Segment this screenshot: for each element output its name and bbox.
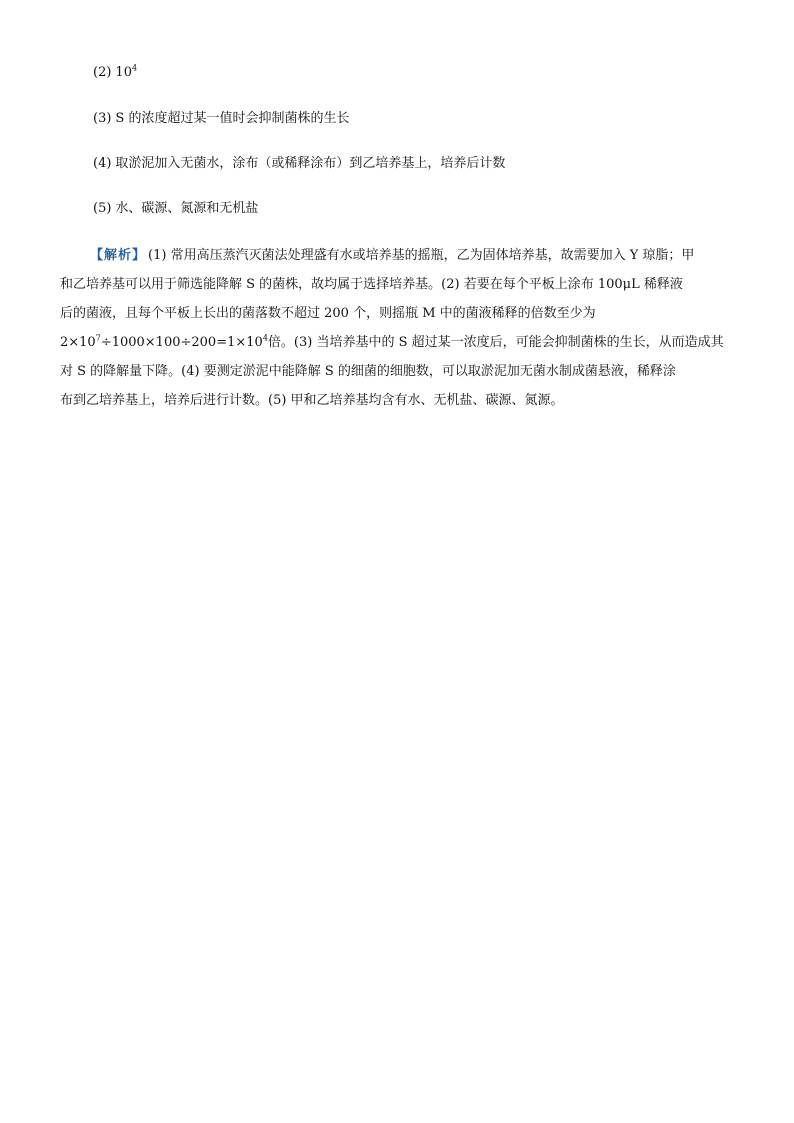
formula-part: 2×10 — [60, 335, 96, 350]
answer-text: 取淤泥加入无菌水，涂布（或稀释涂布）到乙培养基上，培养后计数 — [115, 156, 506, 171]
answer-text: 水、碳源、氮源和无机盐 — [115, 201, 259, 216]
formula-exponent: 4 — [262, 333, 268, 343]
answer-text: S 的浓度超过某一值时会抑制菌株的生长 — [115, 111, 350, 126]
answer-5 — [93, 200, 258, 218]
answer-number: (2) — [93, 65, 112, 80]
explanation-line-6: 布到乙培养基上，培养后进行计数。(5) 甲和乙培养基均含有水、无机盐、碳源、氮源。 — [60, 393, 564, 408]
answer-number: (3) — [93, 111, 112, 126]
answer-superscript: 4 — [131, 63, 138, 73]
answer-number: (5) — [93, 201, 112, 216]
answer-2 — [93, 64, 137, 82]
explanation-line-5: 对 S 的降解量下降。(4) 要测定淤泥中能降解 S 的细菌的细胞数，可以取淤泥加无菌水制成菌悬液，稀释涂 — [60, 364, 676, 379]
explanation-line-1 — [60, 241, 728, 270]
answer-number: (4) — [93, 156, 112, 171]
answer-3 — [93, 110, 349, 128]
formula-exponent: 7 — [95, 333, 101, 343]
explanation-tag: 【解析】 — [90, 248, 147, 263]
answer-text: 10 — [115, 65, 132, 80]
answer-4 — [93, 155, 505, 173]
explanation-block — [60, 241, 728, 415]
explanation-text: 倍。(3) 当培养基中的 S 超过某一浓度后，可能会抑制菌株的生长，从而造成其 — [267, 335, 724, 350]
explanation-line-4 — [60, 328, 728, 357]
formula-part: ÷1000×100÷200=1×10 — [100, 335, 263, 350]
explanation-line-2: 和乙培养基可以用于筛选能降解 S 的菌株，故均属于选择培养基。(2) 若要在每个平板上涂布 100μL 稀释液 — [60, 277, 683, 292]
explanation-line-3: 后的菌液，且每个平板上长出的菌落数不超过 200 个，则摇瓶 M 中的菌液稀释的倍数至少为 — [60, 306, 596, 321]
explanation-text: (1) 常用高压蒸汽灭菌法处理盛有水或培养基的摇瓶，乙为固体培养基，故需要加入 Y 琼脂；甲 — [148, 248, 695, 263]
